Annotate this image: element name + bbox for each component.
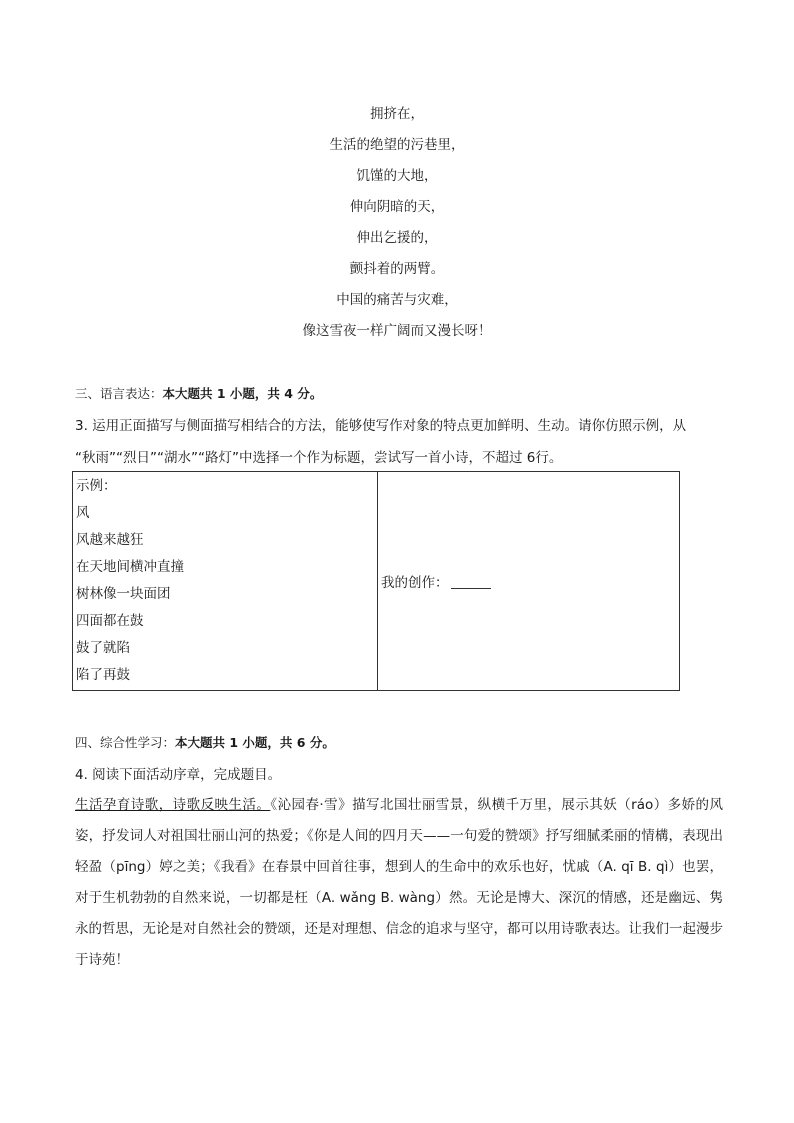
- example-line: 示例：: [76, 478, 117, 494]
- example-line: 四面都在鼓: [76, 613, 144, 629]
- activity-preface: [75, 790, 723, 976]
- my-creation-cell: [378, 472, 679, 690]
- poem-line: 拥挤在，: [370, 106, 424, 122]
- section-4-heading: [75, 733, 335, 751]
- question-3-text: 3. 运用正面描写与侧面描写相结合的方法，能够使写作对象的特点更加鲜明、生动。请你仿照示例，从: [75, 418, 687, 434]
- poem-line: 颤抖着的两臂。: [349, 261, 445, 277]
- poem-line: 像这雪夜一样广阔而又漫长呀！: [302, 323, 492, 339]
- answer-blank[interactable]: [451, 574, 491, 589]
- section-3-prefix: 三、语言表达：: [75, 386, 163, 401]
- poem-line: 伸出乞援的，: [356, 230, 438, 246]
- my-creation-label: 我的创作：: [381, 575, 449, 591]
- example-line: 在天地间横冲直撞: [76, 559, 184, 575]
- example-line: 风: [76, 505, 90, 521]
- preface-body: 《沁园春·雪》描写北国壮丽雪景，纵横千万里，展示其妖（ráo）多娇的风姿，抒发词人对祖国壮丽山河的热爱；《你是人间的四月天——一句爱的赞颂》抒写细腻柔丽的情構，表现出轻盈（pīng）婷之美；《我看》在春景中回首往事，想到人的生命中的欢乐也好，忧戚（A. qī B. qì）也罢，对于生机勃勃的自然来说，一切都是枉（A. wǎng B. wàng）然。无论是博大、深沉的情感，还是幽远、隽永的哲思，无论是对自然社会的赞颂，还是对理想、信念的追求与坚守，都可以用诗歌表达。让我们一起漫步于诗苑！: [75, 797, 724, 968]
- section-4-score: 本大题共 1 小题，共 6 分。: [175, 735, 335, 750]
- question-3-text-cont: “秋雨”“烈日”“湖水”“路灯”中选择一个作为标题，尝试写一首小诗，不超过 6行。: [75, 450, 563, 466]
- example-line: 风越来越狂: [76, 532, 144, 548]
- example-cell: [73, 472, 378, 690]
- poem-line: 中国的痛苦与灾难，: [336, 292, 458, 308]
- poem-line: 伸向阴暗的天，: [349, 199, 445, 215]
- writing-task-table: [72, 471, 680, 691]
- poem-line: 饥馑的大地，: [356, 168, 438, 184]
- section-4-prefix: 四、综合性学习：: [75, 735, 176, 750]
- poem-line: 生活的绝望的污巷里，: [329, 137, 465, 153]
- example-line: 陷了再鼓: [76, 667, 130, 683]
- section-3-score: 本大题共 1 小题，共 4 分。: [162, 386, 323, 401]
- example-line: 鼓了就陷: [76, 640, 130, 656]
- question-4-text: 4. 阅读下面活动序章，完成题目。: [75, 767, 282, 783]
- preface-lead-sentence: 生活孕育诗歌，诗歌反映生活。: [75, 797, 271, 813]
- section-3-heading: [75, 384, 322, 402]
- example-line: 树林像一块面团: [76, 586, 171, 602]
- poem: [0, 103, 794, 351]
